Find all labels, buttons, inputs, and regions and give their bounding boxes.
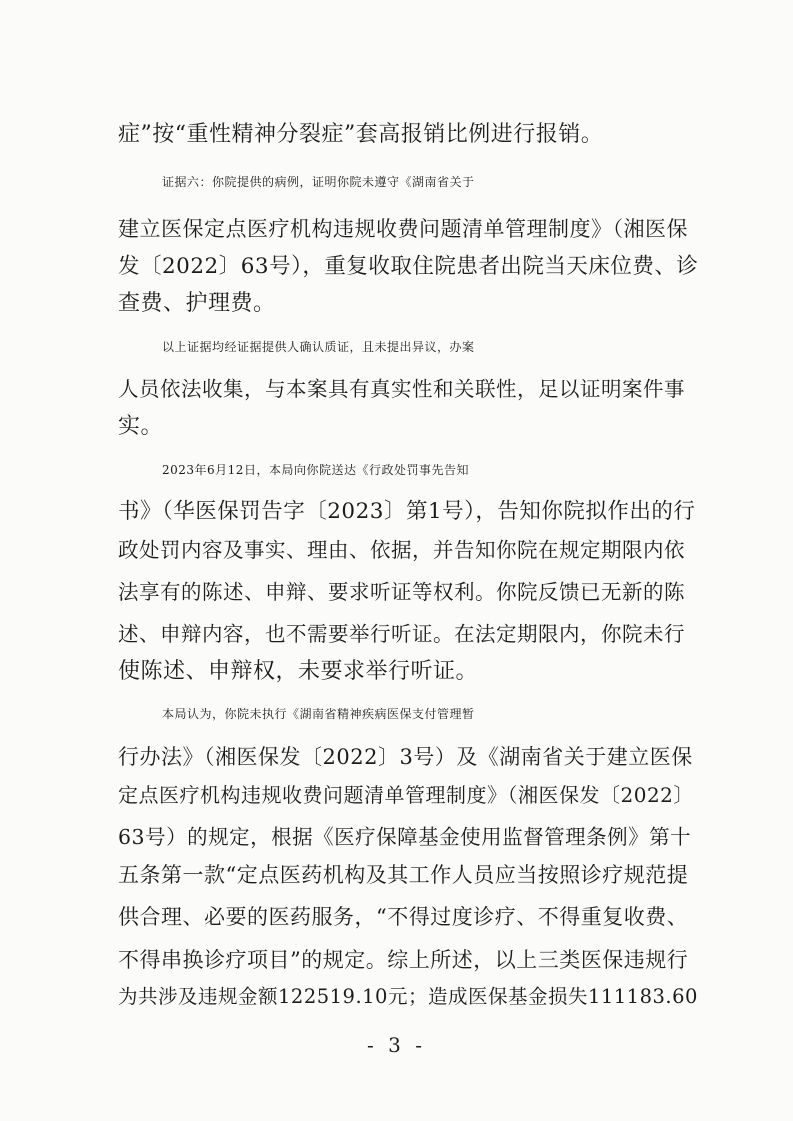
text-line: 2023年6月12日，本局向你院送达《行政处罚事先告知 bbox=[162, 463, 469, 477]
text-line: 不得串换诊疗项目”的规定。综上所述，以上三类医保违规行 bbox=[118, 948, 689, 972]
text-line: 症”按“重性精神分裂症”套高报销比例进行报销。 bbox=[118, 122, 604, 147]
text-line: 使陈述、申辩权，未要求举行听证。 bbox=[118, 659, 479, 684]
page-number: - 3 - bbox=[367, 1033, 426, 1057]
text-line: 述、申辩内容，也不需要举行听证。在法定期限内，你院未行 bbox=[118, 622, 685, 646]
text-line: 查费、护理费。 bbox=[118, 291, 276, 316]
text-line: 政处罚内容及事实、理由、依据，并告知你院在规定期限内依 bbox=[118, 538, 685, 562]
text-line: 实。 bbox=[118, 414, 164, 439]
text-line: 行办法》（湘医保发〔2022〕3号）及《湖南省关于建立医保 bbox=[118, 745, 693, 769]
text-line: 建立医保定点医疗机构违规收费问题清单管理制度》（湘医保 bbox=[118, 217, 688, 241]
text-line: 发〔2022〕63号），重复收取住院患者出院当天床位费、诊 bbox=[118, 254, 699, 279]
text-line: 人员依法收集，与本案具有真实性和关联性，足以证明案件事 bbox=[118, 377, 685, 401]
text-line: 63号）的规定，根据《医疗保障基金使用监督管理条例》第十 bbox=[118, 825, 692, 849]
text-line: 供合理、必要的医药服务，“不得过度诊疗、不得重复收费、 bbox=[118, 905, 689, 929]
text-line: 法享有的陈述、申辩、要求听证等权利。你院反馈已无新的陈 bbox=[118, 580, 685, 604]
text-line: 定点医疗机构违规收费问题清单管理制度》（湘医保发〔2022〕 bbox=[118, 783, 694, 807]
text-line: 书》（华医保罚告字〔2023〕第1号），告知你院拟作出的行 bbox=[118, 499, 696, 524]
text-line: 以上证据均经证据提供人确认质证，且未提出异议，办案 bbox=[162, 340, 475, 354]
text-line: 五条第一款“定点医药机构及其工作人员应当按照诊疗规范提 bbox=[118, 863, 689, 887]
text-line: 为共涉及违规金额122519.10元；造成医保基金损失111183.60 bbox=[118, 985, 698, 1008]
text-line: 证据六：你院提供的病例，证明你院未遵守《湖南省关于 bbox=[162, 175, 475, 189]
text-line: 本局认为，你院未执行《湖南省精神疾病医保支付管理暂 bbox=[162, 707, 475, 721]
